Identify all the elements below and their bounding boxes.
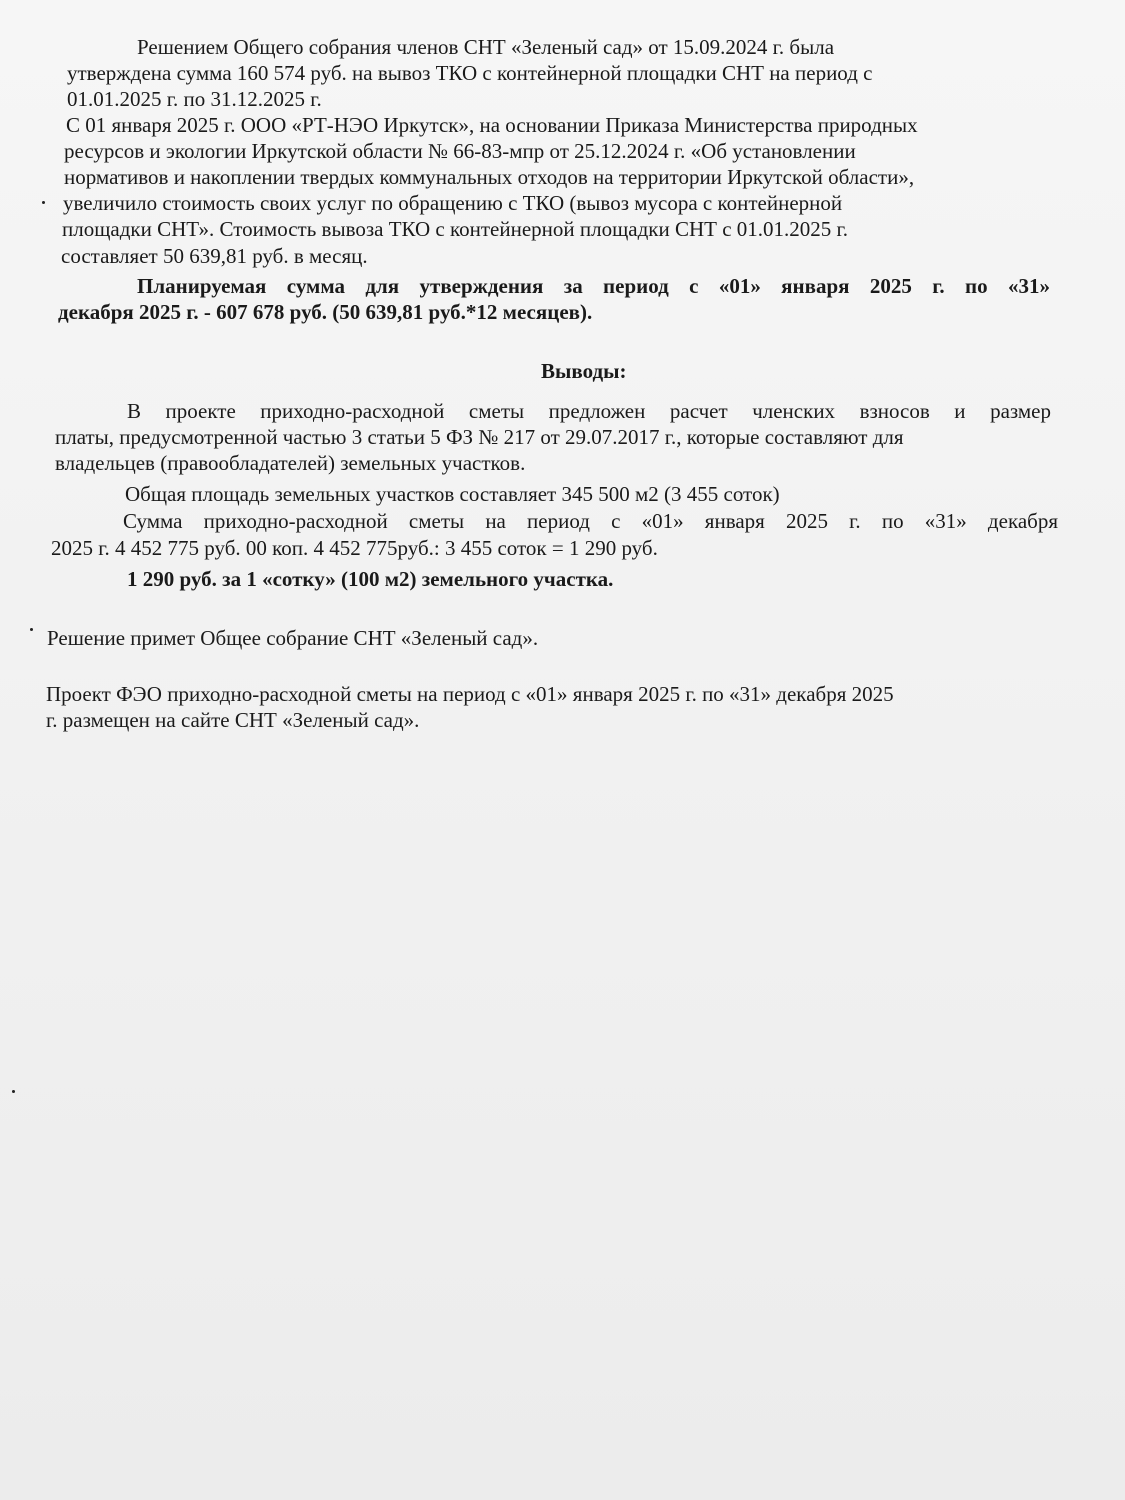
c1-line-2: платы, предусмотренной частью 3 статьи 5 ФЗ № 217 от 29.07.2017 г., которые составляют для bbox=[55, 425, 904, 449]
p1-line-3: 01.01.2025 г. по 31.12.2025 г. bbox=[67, 87, 322, 111]
p2-line-4: увеличило стоимость своих услуг по обращению с ТКО (вывоз мусора с контейнерной bbox=[63, 191, 843, 215]
c1-line-1: В проекте приходно-расходной сметы предложен расчет членских взносов и размер bbox=[127, 399, 1051, 423]
p1-line-2: утверждена сумма 160 574 руб. на вывоз ТКО с контейнерной площадки СНТ на период с bbox=[67, 61, 873, 85]
sum-line-2: 2025 г. 4 452 775 руб. 00 коп. 4 452 775руб.: 3 455 соток = 1 290 руб. bbox=[51, 536, 658, 560]
paper-speck bbox=[42, 201, 45, 204]
sum-line-1: Сумма приходно-расходной сметы на период с «01» января 2025 г. по «31» декабря bbox=[123, 509, 1058, 533]
p2-line-3: нормативов и накоплении твердых коммунальных отходов на территории Иркутской области», bbox=[64, 165, 915, 189]
decision-line: Решение примет Общее собрание СНТ «Зеленый сад». bbox=[47, 626, 539, 650]
project-line-1: Проект ФЭО приходно-расходной сметы на период с «01» января 2025 г. по «31» декабря 2025 bbox=[46, 682, 894, 706]
project-line-2: г. размещен на сайте СНТ «Зеленый сад». bbox=[46, 708, 420, 732]
rate-line: 1 290 руб. за 1 «сотку» (100 м2) земельного участка. bbox=[127, 567, 614, 591]
p2-line-1: С 01 января 2025 г. ООО «РТ-НЭО Иркутск», на основании Приказа Министерства природных bbox=[66, 113, 918, 137]
paper-speck bbox=[30, 628, 33, 631]
p2-line-6: составляет 50 639,81 руб. в месяц. bbox=[61, 244, 368, 268]
conclusions-heading: Выводы: bbox=[541, 359, 627, 383]
planned-line-1: Планируемая сумма для утверждения за период с «01» января 2025 г. по «31» bbox=[137, 274, 1050, 298]
p1-line-1: Решением Общего собрания членов СНТ «Зеленый сад» от 15.09.2024 г. была bbox=[137, 35, 835, 59]
p2-line-5: площадки СНТ». Стоимость вывоза ТКО с контейнерной площадки СНТ с 01.01.2025 г. bbox=[62, 217, 849, 241]
area-line: Общая площадь земельных участков составляет 345 500 м2 (3 455 соток) bbox=[125, 482, 780, 506]
paper-speck bbox=[12, 1090, 15, 1093]
p2-line-2: ресурсов и экологии Иркутской области № 66-83-мпр от 25.12.2024 г. «Об установлении bbox=[64, 139, 856, 163]
planned-line-2: декабря 2025 г. - 607 678 руб. (50 639,81 руб.*12 месяцев). bbox=[58, 300, 593, 324]
c1-line-3: владельцев (правообладателей) земельных участков. bbox=[55, 451, 526, 475]
